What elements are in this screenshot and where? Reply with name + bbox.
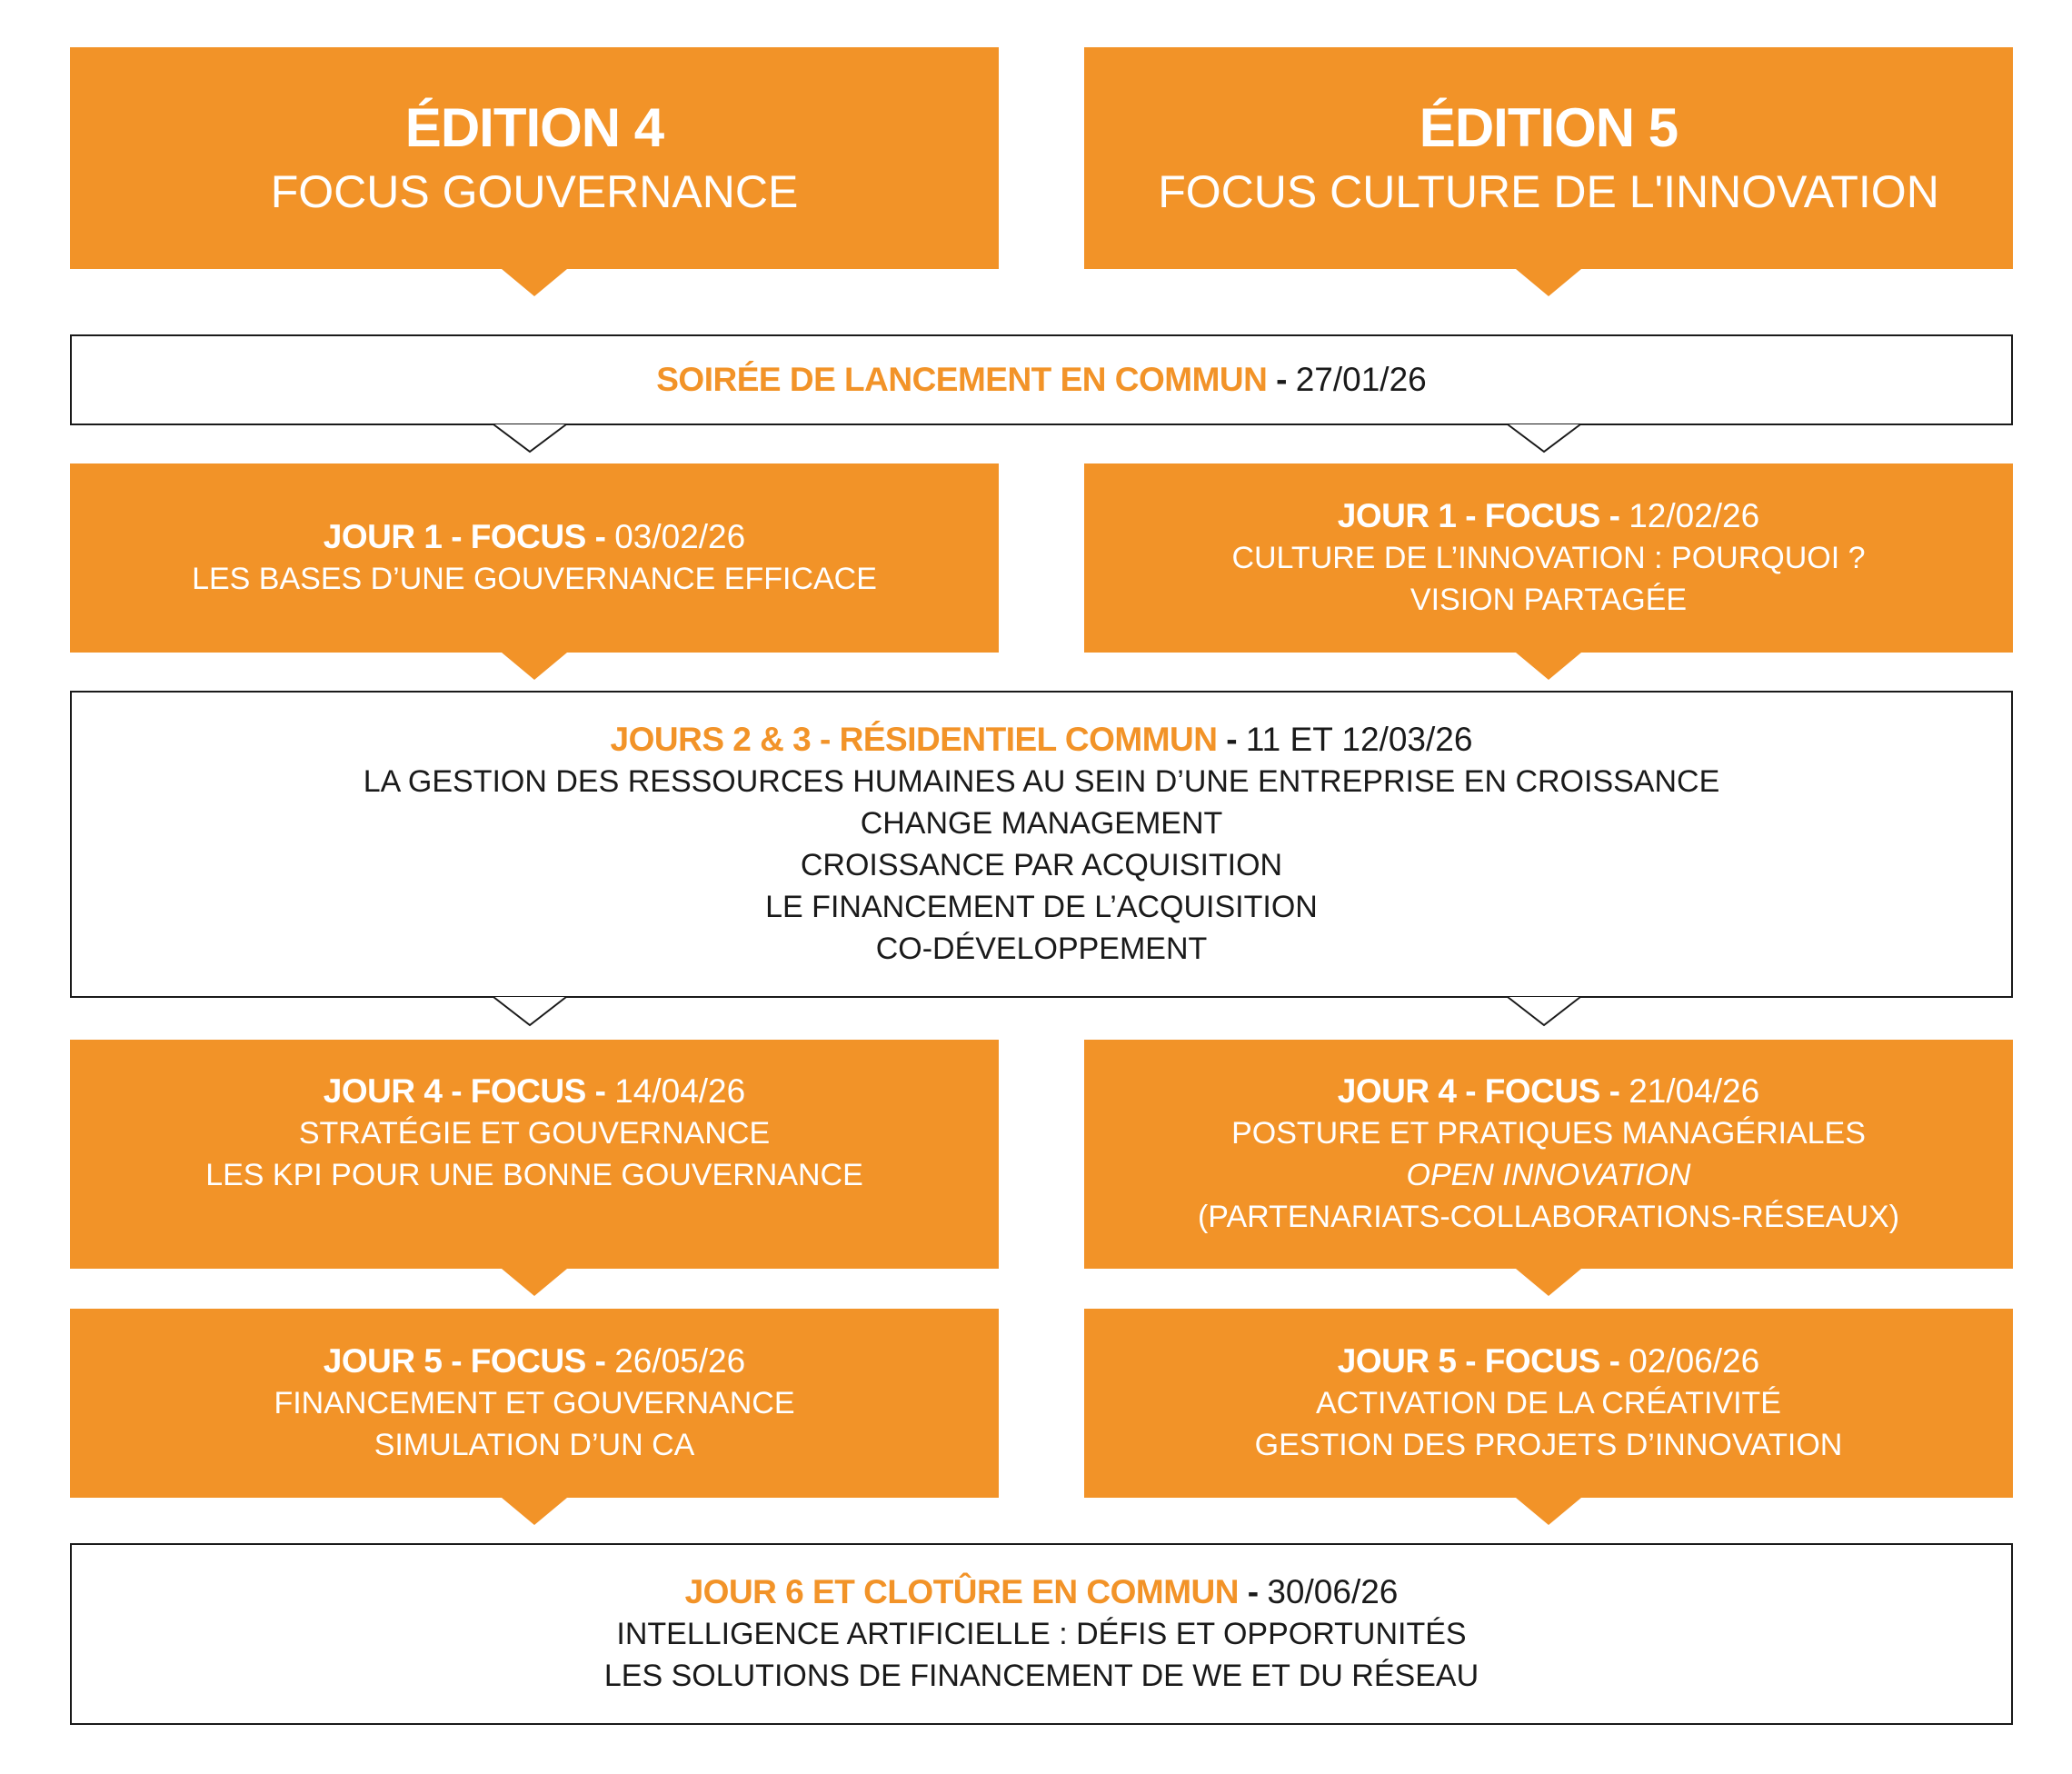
residential-line: CROISSANCE PAR ACQUISITION <box>800 848 1283 882</box>
day1-right-title: JOUR 1 - FOCUS - <box>1337 497 1629 534</box>
residential-line: CO-DÉVELOPPEMENT <box>875 932 1208 966</box>
day4-left-date: 14/04/26 <box>614 1072 746 1110</box>
edition-4-subtitle: FOCUS GOUVERNANCE <box>270 166 799 217</box>
residential-title: JOURS 2 & 3 - RÉSIDENTIEL COMMUN <box>610 721 1218 758</box>
day5-right-line: GESTION DES PROJETS D’INNOVATION <box>1254 1428 1843 1462</box>
day4-left-title: JOUR 4 - FOCUS - <box>323 1072 615 1110</box>
launch-title: SOIRÉE DE LANCEMENT EN COMMUN <box>656 361 1268 398</box>
edition-5-subtitle: FOCUS CULTURE DE L'INNOVATION <box>1158 166 1939 217</box>
day4-right-line: (PARTENARIATS-COLLABORATIONS-RÉSEAUX) <box>1197 1200 1900 1234</box>
day1-left-line: LES BASES D’UNE GOUVERNANCE EFFICACE <box>192 562 877 596</box>
edition-4-title: ÉDITION 4 <box>404 97 664 158</box>
edition-5-title: ÉDITION 5 <box>1419 97 1679 158</box>
day1-left-title: JOUR 1 - FOCUS - <box>323 518 615 555</box>
residential-line: LE FINANCEMENT DE L’ACQUISITION <box>765 890 1318 924</box>
day1-left-date: 03/02/26 <box>614 518 746 555</box>
launch-date: 27/01/26 <box>1295 361 1427 398</box>
day5-left-line: SIMULATION D’UN CA <box>374 1428 695 1462</box>
closing-line: LES SOLUTIONS DE FINANCEMENT DE WE ET DU RÉSEAU <box>603 1659 1479 1693</box>
residential-line: LA GESTION DES RESSOURCES HUMAINES AU SEIN D’UNE ENTREPRISE EN CROISSANCE <box>363 764 1720 799</box>
day5-right-title: JOUR 5 - FOCUS - <box>1337 1342 1629 1380</box>
residential-notch-right <box>1508 997 1580 1025</box>
launch-notch-left <box>493 424 566 452</box>
day4-right-line-italic: OPEN INNOVATION <box>1406 1158 1691 1192</box>
day5-left-date: 26/05/26 <box>614 1342 746 1380</box>
day1-right-line: CULTURE DE L’INNOVATION : POURQUOI ? <box>1231 541 1866 575</box>
day5-right-line: ACTIVATION DE LA CRÉATIVITÉ <box>1316 1386 1781 1420</box>
day1-right-date: 12/02/26 <box>1629 497 1760 534</box>
residential-date: 11 ET 12/03/26 <box>1245 721 1473 758</box>
closing-date: 30/06/26 <box>1267 1573 1399 1610</box>
day4-left-line: STRATÉGIE ET GOUVERNANCE <box>298 1116 771 1151</box>
day5-left-line: FINANCEMENT ET GOUVERNANCE <box>274 1386 795 1420</box>
closing-title: JOUR 6 ET CLOTÛRE EN COMMUN <box>684 1573 1239 1610</box>
closing-separator: - <box>1238 1573 1268 1610</box>
launch-separator: - <box>1267 361 1296 398</box>
residential-separator: - <box>1217 721 1246 758</box>
residential-notch-left <box>493 997 566 1025</box>
day4-right-line: POSTURE ET PRATIQUES MANAGÉRIALES <box>1231 1116 1866 1151</box>
day1-right-line: VISION PARTAGÉE <box>1410 583 1688 617</box>
day5-left-title: JOUR 5 - FOCUS - <box>323 1342 615 1380</box>
day4-left-line: LES KPI POUR UNE BONNE GOUVERNANCE <box>205 1158 863 1192</box>
day5-right-date: 02/06/26 <box>1629 1342 1760 1380</box>
launch-notch-right <box>1508 424 1580 452</box>
day4-right-date: 21/04/26 <box>1629 1072 1760 1110</box>
residential-line: CHANGE MANAGEMENT <box>860 806 1223 841</box>
closing-line: INTELLIGENCE ARTIFICIELLE : DÉFIS ET OPPORTUNITÉS <box>616 1617 1467 1651</box>
day4-right-title: JOUR 4 - FOCUS - <box>1337 1072 1629 1110</box>
